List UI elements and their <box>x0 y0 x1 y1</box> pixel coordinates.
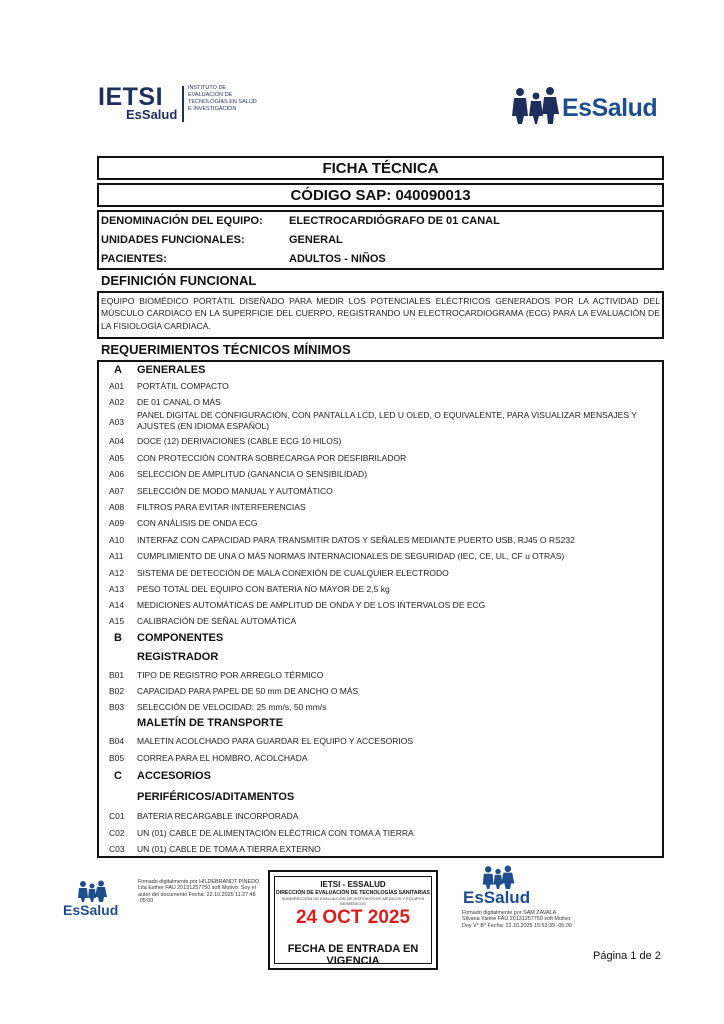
page-number: Página 1 de 2 <box>593 950 661 962</box>
requirements-heading: REQUERIMIENTOS TÉCNICOS MÍNIMOS <box>101 342 351 357</box>
category-letter: C <box>114 770 122 782</box>
req-code: A15 <box>109 616 125 626</box>
family-figures-icon <box>77 880 107 902</box>
stamp-line1: DIRECCIÓN DE EVALUACIÓN DE TECNOLOGÍAS SANITARIAS <box>276 890 430 896</box>
footer-essalud-logo-right <box>463 865 533 909</box>
info-label: UNIDADES FUNCIONALES: <box>101 234 245 246</box>
req-text: CAPACIDAD PARA PAPEL DE 50 mm DE ANCHO O MÁS <box>137 686 359 696</box>
requirements-box <box>97 360 664 858</box>
category-name: ACCESORIOS <box>137 770 211 782</box>
req-code: A02 <box>109 397 125 407</box>
req-code: B05 <box>109 753 125 763</box>
req-text: MALETIN ACOLCHADO PARA GUARDAR EL EQUIPO Y ACCESORIOS <box>137 736 414 746</box>
req-text: PORTÁTIL COMPACTO <box>137 381 229 391</box>
req-code: B03 <box>109 702 125 712</box>
category-letter: A <box>114 364 122 376</box>
req-text: BATERIA RECARGABLE INCORPORADA <box>137 811 299 821</box>
logo-divider <box>182 86 184 122</box>
stamp-line2: SUBDIRECCIÓN DE EVALUACIÓN DE DISPOSITIVOS MÉDICOS Y EQUIPOS BIOMÉDICOS <box>281 896 425 906</box>
req-code: A07 <box>109 486 125 496</box>
req-text: TIPO DE REGISTRO POR ARREGLO TÉRMICO <box>137 670 324 680</box>
category-letter: B <box>114 632 122 644</box>
info-value: ELECTROCARDIÓGRAFO DE 01 CANAL <box>289 215 500 227</box>
req-code: A01 <box>109 381 125 391</box>
req-text: PANEL DIGITAL DE CONFIGURACIÓN, CON PANTALLA LCD, LED U OLED, O EQUIVALENTE, PARA VISUALIZAR MENSAJES Y AJUSTES (EN IDIOMA ESPAÑOL) <box>137 410 637 431</box>
req-text: CUMPLIMIENTO DE UNA O MÁS NORMAS INTERNACIONALES DE SEGURIDAD (IEC, CE, UL, CF u OTRAS) <box>137 551 565 561</box>
equipment-info <box>97 210 664 270</box>
definition-heading: DEFINICIÓN FUNCIONAL <box>101 273 257 288</box>
req-text: SELECCIÓN DE VELOCIDAD: 25 mm/s, 50 mm/s <box>137 702 327 712</box>
req-text: UN (01) CABLE DE TOMA A TIERRA EXTERNO <box>137 844 321 854</box>
req-code: A13 <box>109 584 125 594</box>
subcategory-heading: MALETÍN DE TRANSPORTE <box>137 717 284 729</box>
req-text: DE 01 CANAL O MÁS <box>137 397 221 407</box>
info-label: DENOMINACIÓN DEL EQUIPO: <box>101 215 263 227</box>
ietsi-essalud-sub: EsSalud <box>126 107 178 122</box>
req-text: CON ANÁLISIS DE ONDA ECG <box>137 518 258 528</box>
req-code: A11 <box>109 551 124 561</box>
req-code: A12 <box>109 568 125 578</box>
req-code: A06 <box>109 469 125 479</box>
req-code: B01 <box>109 670 125 680</box>
digital-signature-right: Firmado digitalmente por SAM ZAVALA Silvana Yanire FAU 20131257750 soft Motivo: Doy V° B° Fecha: 22.10.2025 15:53:39 -05:00 <box>462 910 572 929</box>
req-text: SELECCIÓN DE MODO MANUAL Y AUTOMÁTICO <box>137 486 333 496</box>
definition-text: EQUIPO BIOMÉDICO PORTÁTIL DISEÑADO PARA MEDIR LOS POTENCIALES ELÉCTRICOS GENERADOS POR LA ACTIVIDAD DEL MÚSCULO CARDIACO EN LA SUPERFICIE DEL CUERPO, REGISTRANDO UN ELECTROCARDIOGRAMA (ECG) PARA LA EVALUACIÓN DE LA FISIOLOGÍA CARDIACA. <box>101 296 660 331</box>
essalud-wordmark: EsSalud <box>463 888 531 907</box>
req-text: MEDICIONES AUTOMÁTICAS DE AMPLITUD DE ONDA Y DE LOS INTERVALOS DE ECG <box>137 600 486 610</box>
stamp-date: 24 OCT 2025 <box>295 907 411 928</box>
req-text: CON PROTECCIÓN CONTRA SOBRECARGA POR DESFIBRILADOR <box>137 453 407 463</box>
req-text: FILTROS PARA EVITAR INTERFERENCIAS <box>137 502 306 512</box>
req-code: A10 <box>109 535 125 545</box>
req-code: A05 <box>109 453 125 463</box>
doc-title: FICHA TÉCNICA <box>97 156 664 180</box>
validity-stamp <box>268 870 438 970</box>
ietsi-wordmark: IETSI <box>98 83 164 111</box>
stamp-title: IETSI - ESSALUD <box>320 880 386 889</box>
req-text: SELECCIÓN DE AMPLITUD (GANANCIA O SENSIBILIDAD) <box>137 469 368 479</box>
info-value: ADULTOS - NIÑOS <box>289 253 386 265</box>
subcategory-heading: PERIFÉRICOS/ADITAMENTOS <box>137 791 295 803</box>
essalud-wordmark: EsSalud <box>562 94 658 122</box>
digital-signature-left: Firmado digitalmente por HILDEBRANDT PINEDO Lita Esther FAU 20131257750 soft Motivo: Soy el autor del documento Fecha: 22.10.2025 11:27:48 -05:00 <box>138 879 260 904</box>
req-text: PESO TOTAL DEL EQUIPO CON BATERIA NO MAYOR DE 2,5 kg <box>137 584 390 594</box>
req-text: SISTEMA DE DETECCIÓN DE MALA CONEXIÓN DE CUALQUIER ELECTRODO <box>137 568 449 578</box>
req-code: A09 <box>109 518 125 528</box>
req-text: UN (01) CABLE DE ALIMENTACIÓN ELÉCTRICA CON TOMA A TIERRA <box>137 828 414 838</box>
ietsi-logo <box>98 83 257 126</box>
req-text: INTERFAZ CON CAPACIDAD PARA TRANSMITIR DATOS Y SEÑALES MEDIANTE PUERTO USB, RJ45 O RS232 <box>137 535 575 545</box>
req-code: B04 <box>109 736 125 746</box>
req-code: A03 <box>109 417 125 427</box>
req-code: C02 <box>109 828 125 838</box>
req-code: C03 <box>109 844 125 854</box>
req-code: A04 <box>109 436 125 446</box>
sap-code: CÓDIGO SAP: 040090013 <box>97 183 664 207</box>
info-value: GENERAL <box>289 234 343 246</box>
req-text: CORREA PARA EL HOMBRO, ACOLCHADA <box>137 753 308 763</box>
category-name: GENERALES <box>137 364 206 376</box>
req-text: DOCE (12) DERIVACIONES (CABLE ECG 10 HILOS) <box>137 436 342 446</box>
req-code: A14 <box>109 600 125 610</box>
info-label: PACIENTES: <box>101 253 167 265</box>
req-code: A08 <box>109 502 125 512</box>
category-name: COMPONENTES <box>137 632 224 644</box>
req-code: C01 <box>109 811 125 821</box>
essalud-logo <box>510 86 670 126</box>
ietsi-institute-name: INSTITUTO DE EVALUACIÓN DE TECNOLOGÍAS EN SALUD E INVESTIGACIÓN <box>188 85 257 112</box>
definition-box <box>97 291 664 339</box>
req-code: B02 <box>109 686 125 696</box>
req-text: CALIBRACIÓN DE SEÑAL AUTOMÁTICA <box>137 616 297 626</box>
stamp-footer: FECHA DE ENTRADA EN VIGENCIA <box>287 943 419 967</box>
family-figures-icon <box>510 86 560 124</box>
subcategory-heading: REGISTRADOR <box>137 651 219 663</box>
family-figures-icon <box>481 865 515 889</box>
footer-essalud-logo-left <box>63 880 123 920</box>
stamp-inner-frame <box>274 876 432 967</box>
essalud-wordmark: EsSalud <box>63 902 119 918</box>
